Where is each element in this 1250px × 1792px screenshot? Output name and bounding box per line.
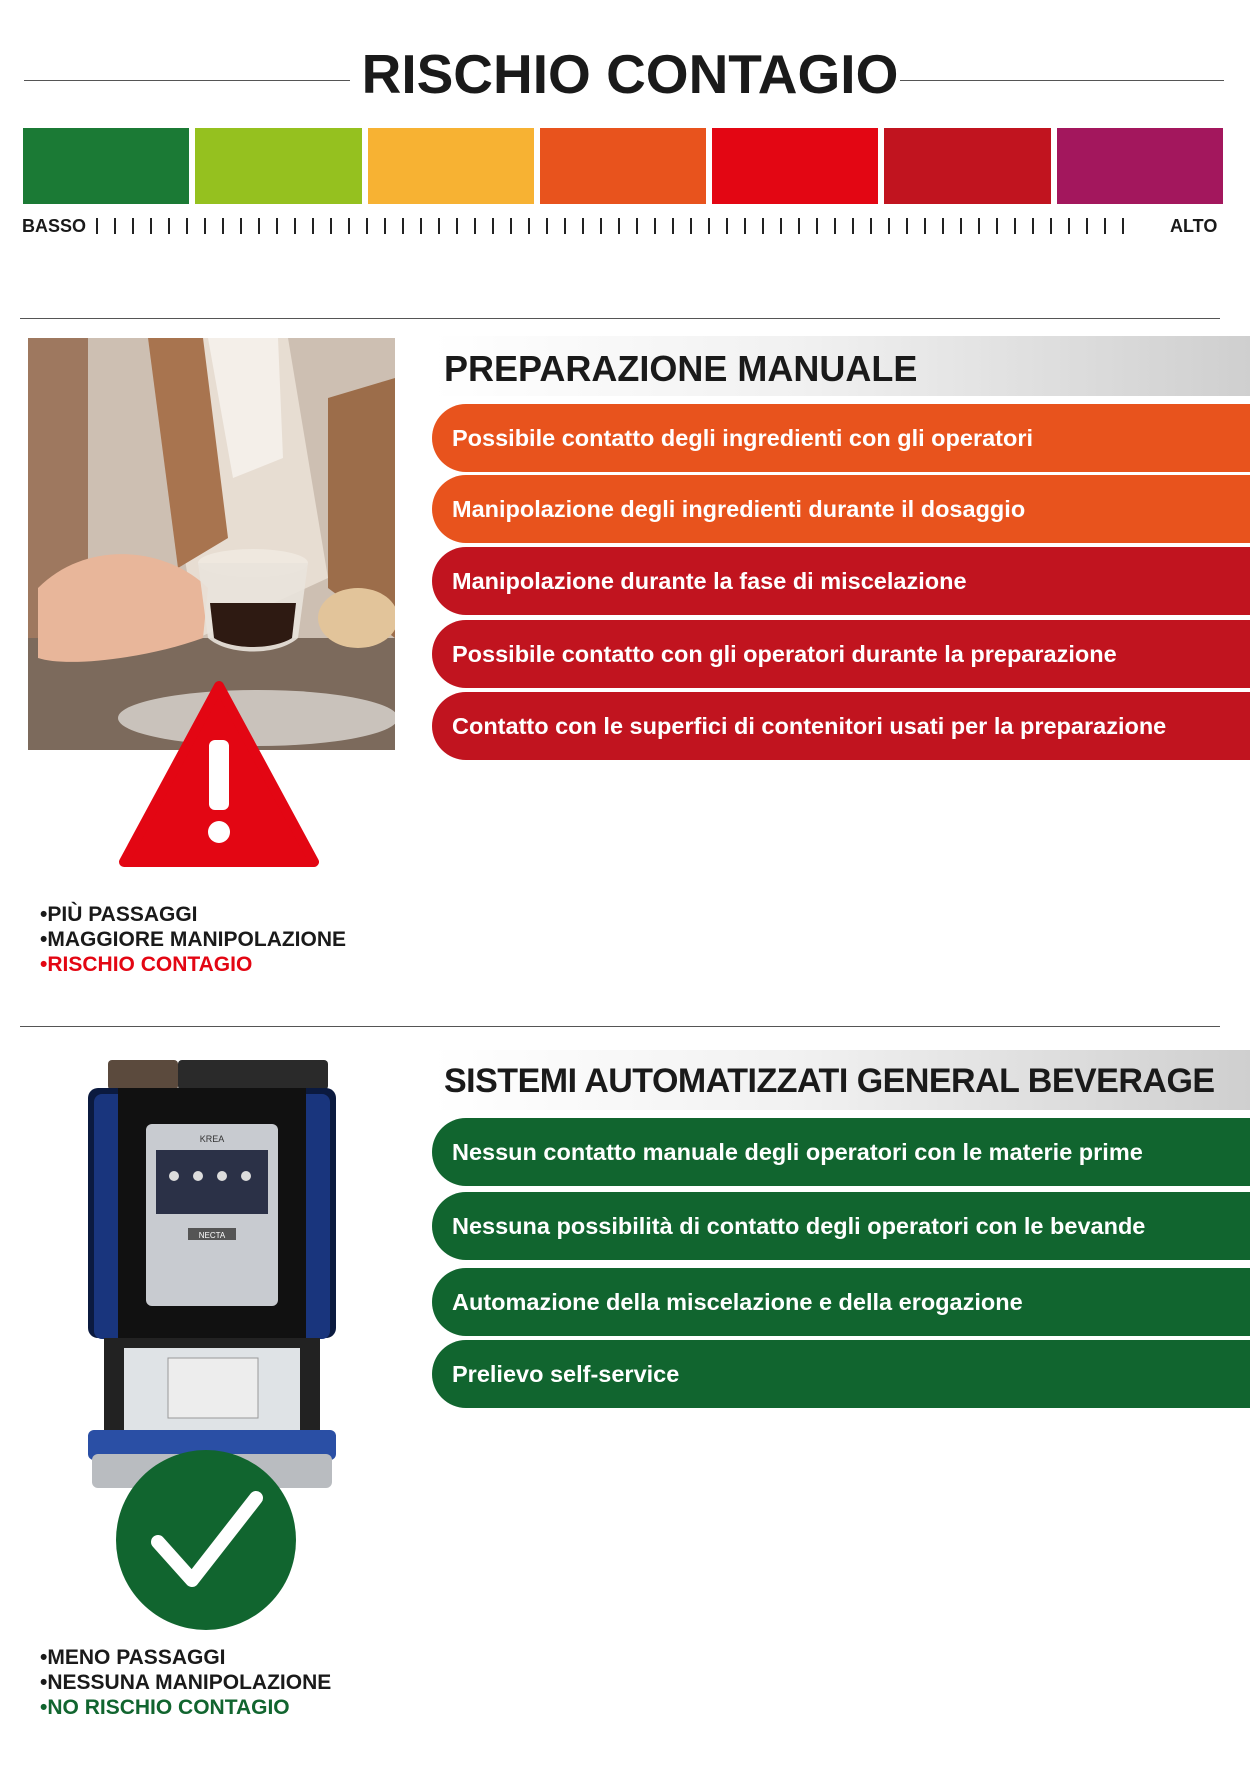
risk-level-5 [712,128,878,204]
risk-level-4 [540,128,706,204]
vending-machine-photo [88,1058,336,1490]
automated-item-3: Automazione della miscelazione e della erogazione [432,1268,1250,1336]
manual-bullets [40,902,346,977]
section-divider-middle [20,1026,1220,1027]
manual-item-1: Possibile contatto degli ingredienti con gli operatori [432,404,1250,472]
automated-bullet-3: • NO RISCHIO CONTAGIO [40,1695,331,1720]
automated-section-header [432,1050,1250,1110]
scale-high-label: ALTO [1170,216,1218,236]
automated-bullet-1: • MENO PASSAGGI [40,1645,331,1670]
automated-item-2: Nessuna possibilità di contatto degli operatori con le bevande [432,1192,1250,1260]
scale-low-label: BASSO [22,216,87,236]
warning-icon [118,680,320,870]
risk-level-3 [368,128,534,204]
scale-ticks [96,218,1136,234]
automated-item-1: Nessun contatto manuale degli operatori con le materie prime [432,1118,1250,1186]
machine-brand: KREA [199,1134,225,1144]
automated-item-4: Prelievo self-service [432,1340,1250,1408]
manual-section-header [432,336,1250,396]
automated-section-title: SISTEMI AUTOMATIZZATI GENERAL BEVERAGE [444,1062,1215,1100]
risk-level-6 [884,128,1050,204]
title-rule-left [24,80,350,81]
manual-section-title: PREPARAZIONE MANUALE [444,348,918,389]
manual-bullet-1: • PIÙ PASSAGGI [40,902,346,927]
risk-level-1 [23,128,189,204]
manual-bullet-2: • MAGGIORE MANIPOLAZIONE [40,927,346,952]
risk-level-2 [195,128,361,204]
title-rule-right [900,80,1224,81]
risk-scale [23,128,1223,204]
section-divider-top [20,318,1220,319]
manual-bullet-3: • RISCHIO CONTAGIO [40,952,346,977]
page-title: RISCHIO CONTAGIO [361,43,899,105]
check-icon [116,1450,296,1630]
automated-bullets [40,1645,331,1720]
risk-level-7 [1057,128,1223,204]
manual-item-2: Manipolazione degli ingredienti durante il dosaggio [432,475,1250,543]
automated-bullet-2: • NESSUNA MANIPOLAZIONE [40,1670,331,1695]
machine-logo: NECTA [198,1231,226,1240]
manual-item-5: Contatto con le superfici di contenitori usati per la preparazione [432,692,1250,760]
manual-item-4: Possibile contatto con gli operatori durante la preparazione [432,620,1250,688]
manual-item-3: Manipolazione durante la fase di miscelazione [432,547,1250,615]
